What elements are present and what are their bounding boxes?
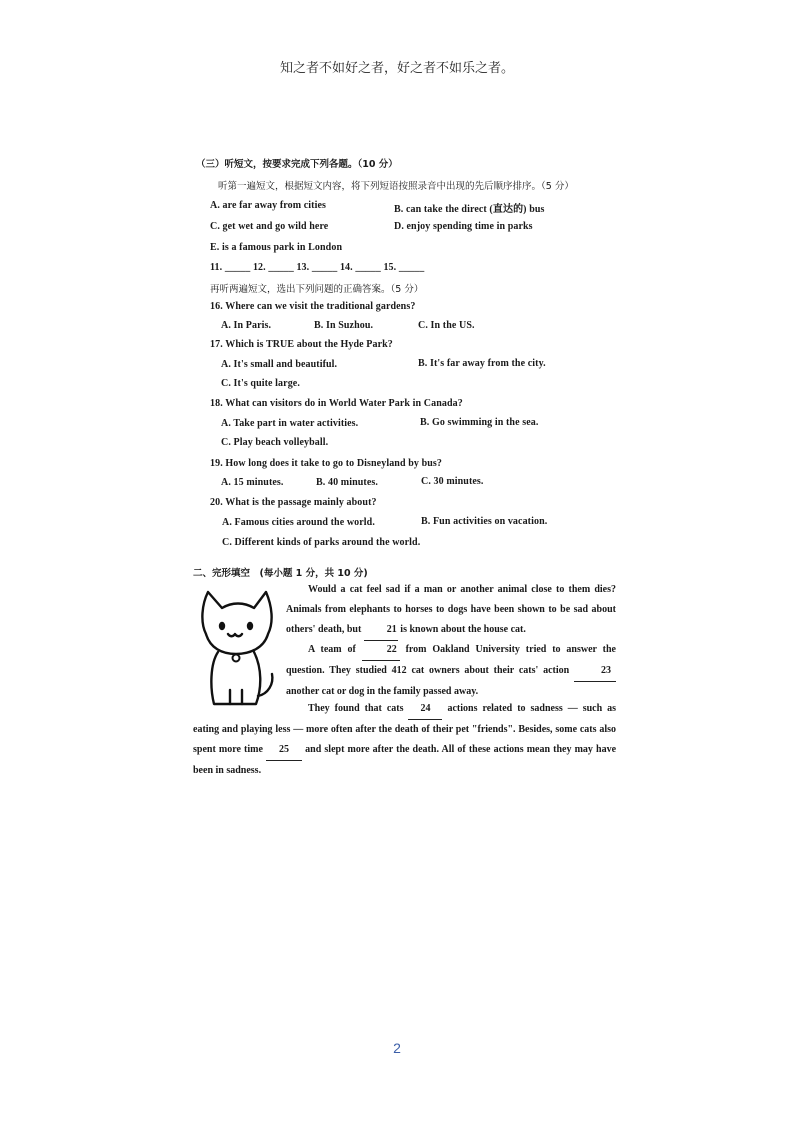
question-16: 16. Where can we visit the traditional gardens? <box>210 301 416 312</box>
question-17: 17. Which is TRUE about the Hyde Park? <box>210 339 393 350</box>
q17-option-c: C. It's quite large. <box>221 378 300 389</box>
p2-text-a: A team of <box>308 644 356 655</box>
question-20: 20. What is the passage mainly about? <box>210 497 377 508</box>
cloze-title: 二、完形填空 (每小题 1 分，共 10 分) <box>193 568 368 579</box>
cat-illustration <box>196 588 278 710</box>
p2-text-c: another cat or dog in the family passed away. <box>286 686 479 697</box>
cloze-paragraph-2 <box>286 640 616 702</box>
q19-option-a: A. 15 minutes. <box>221 477 284 488</box>
cloze-paragraph-1 <box>286 580 616 641</box>
phrase-a: A. are far away from cities <box>210 200 327 211</box>
section3-instruction1: 听第一遍短文，根据短文内容，将下列短语按照录音中出现的先后顺序排序。（5 分） <box>218 181 574 192</box>
section3-instruction2: 再听两遍短文，选出下列问题的正确答案。（5 分） <box>210 284 424 295</box>
q20-option-c: C. Different kinds of parks around the world. <box>222 537 421 548</box>
order-answer-line: 11. _____ 12. _____ 13. _____ 14. _____ 15. _____ <box>210 262 425 273</box>
page-number: 2 <box>393 1040 401 1056</box>
phrase-d: D. enjoy spending time in parks <box>394 221 533 232</box>
q19-option-b: B. 40 minutes. <box>316 477 378 488</box>
question-19: 19. How long does it take to go to Disneyland by bus? <box>210 458 442 469</box>
q18-option-b: B. Go swimming in the sea. <box>420 417 539 428</box>
p3-text-c: and slept more after the death. All of these actions mean they may have been in sadness. <box>193 744 617 776</box>
phrase-e: E. is a famous park in London <box>210 242 343 253</box>
blank-25[interactable]: 25 <box>266 740 302 761</box>
p1-text-a: Would a cat feel sad if a man or another animal close to them dies? Animals from elephants to horses to dogs have been shown to be sad about others' death, but <box>286 584 616 635</box>
blank-21[interactable]: 21 <box>364 620 398 641</box>
blank-24[interactable]: 24 <box>408 699 442 720</box>
blank-22[interactable]: 22 <box>362 640 400 661</box>
section3-title: （三）听短文，按要求完成下列各题。（10 分） <box>196 159 398 170</box>
p3-text-b: actions related to sadness — such as eating and playing less — more often after the death of their pet "friends". Besides, some cats also spent more time <box>193 703 617 755</box>
q18-option-a: A. Take part in water activities. <box>221 418 359 429</box>
q16-option-a: A. In Paris. <box>221 320 272 331</box>
q16-option-c: C. In the US. <box>418 320 475 331</box>
header-motto: 知之者不如好之者，好之者不如乐之者。 <box>279 61 514 76</box>
phrase-c: C. get wet and go wild here <box>210 221 329 232</box>
q17-option-a: A. It's small and beautiful. <box>221 359 338 370</box>
cloze-paragraph-3 <box>193 699 616 781</box>
q17-option-b: B. It's far away from the city. <box>418 358 546 369</box>
q18-option-c: C. Play beach volleyball. <box>221 437 329 448</box>
q19-option-c: C. 30 minutes. <box>421 476 484 487</box>
blank-23[interactable]: 23 <box>574 661 616 682</box>
p2-text-b: from Oakland University tried to answer the question. They studied 412 cat owners about their cats' action <box>286 644 616 676</box>
phrase-b: B. can take the direct (直达的) bus <box>394 204 545 215</box>
q20-option-a: A. Famous cities around the world. <box>222 517 375 528</box>
q16-option-b: B. In Suzhou. <box>314 320 374 331</box>
p1-text-b: is known about the house cat. <box>400 624 526 635</box>
q20-option-b: B. Fun activities on vacation. <box>421 516 548 527</box>
p3-text-a: They found that cats <box>308 703 404 714</box>
question-18: 18. What can visitors do in World Water Park in Canada? <box>210 398 463 409</box>
